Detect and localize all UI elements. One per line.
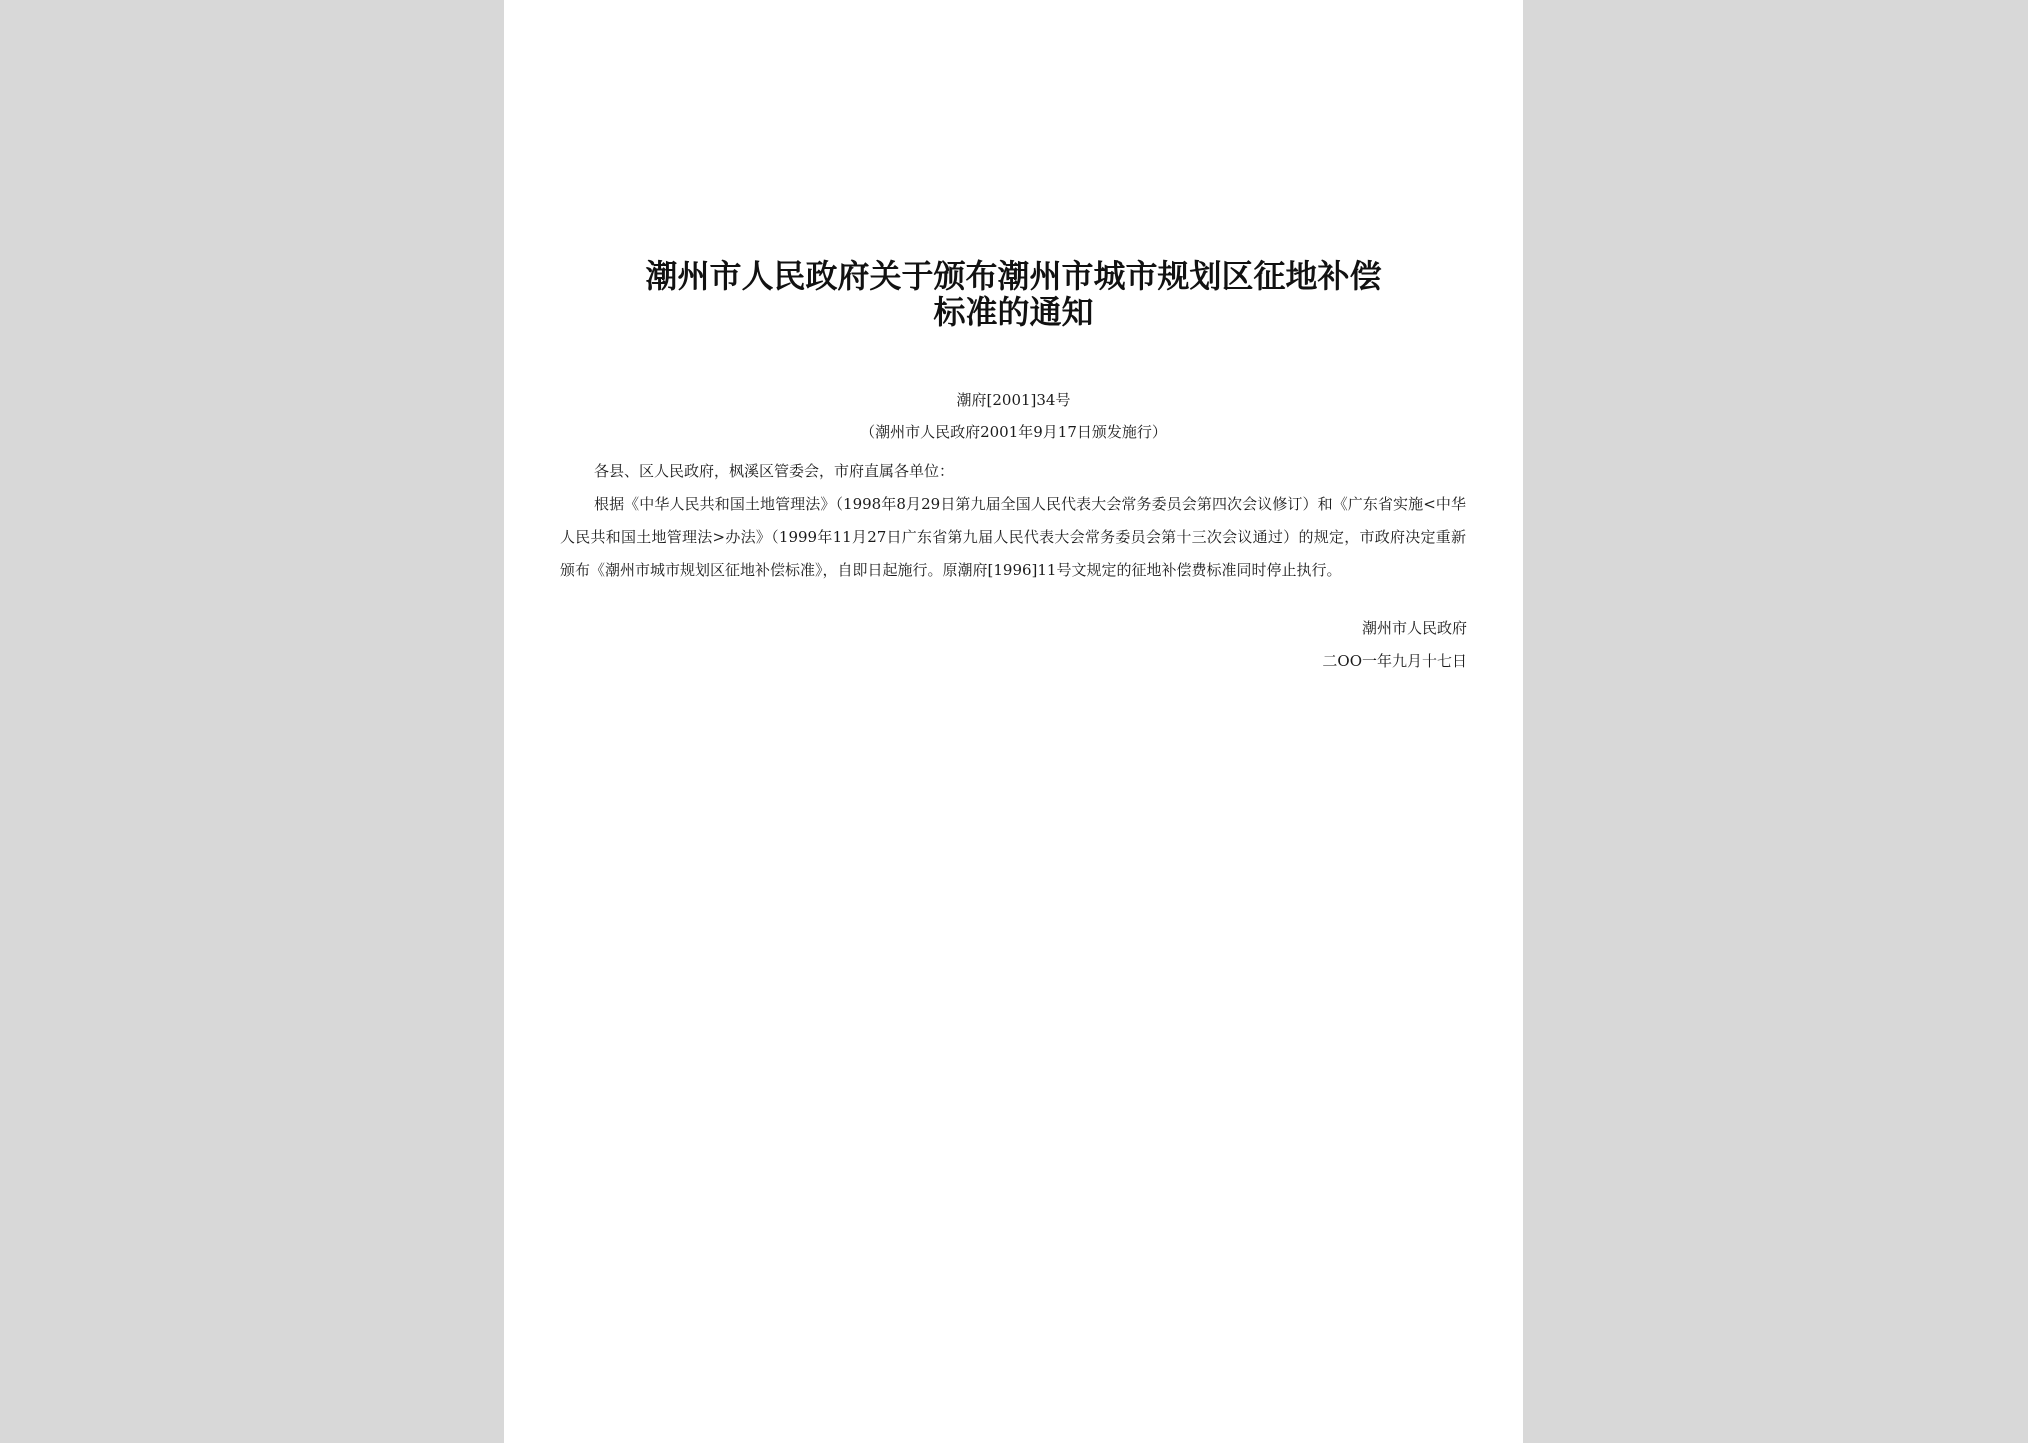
document-page: [504, 0, 1523, 1443]
document-title: [544, 258, 1483, 330]
signing-date: 二OO一年九月十七日: [1322, 652, 1467, 670]
body-paragraph: 根据《中华人民共和国土地管理法》（1998年8月29日第九届全国人民代表大会常务委员会第四次会议修订）和《广东省实施<中华人民共和国土地管理法>办法》（1999年11月27日广东省第九届人民代表大会常务委员会第十三次会议通过）的规定，市政府决定重新颁布《潮州市城市规划区征地补偿标准》，自即日起施行。原潮府[1996]11号文规定的征地补偿费标准同时停止执行。: [560, 495, 1466, 579]
title-line-2: 标准的通知: [933, 293, 1094, 331]
addressee: 各县、区人民政府，枫溪区管委会，市府直属各单位：: [594, 462, 955, 480]
title-line-1: 潮州市人民政府关于颁布潮州市城市规划区征地补偿: [645, 257, 1382, 295]
document-number: 潮府[2001]34号: [956, 391, 1071, 409]
signatory: 潮州市人民政府: [1361, 619, 1467, 637]
document-body: [560, 455, 1466, 587]
issued-note: （潮州市人民政府2001年9月17日颁发施行）: [860, 423, 1167, 441]
